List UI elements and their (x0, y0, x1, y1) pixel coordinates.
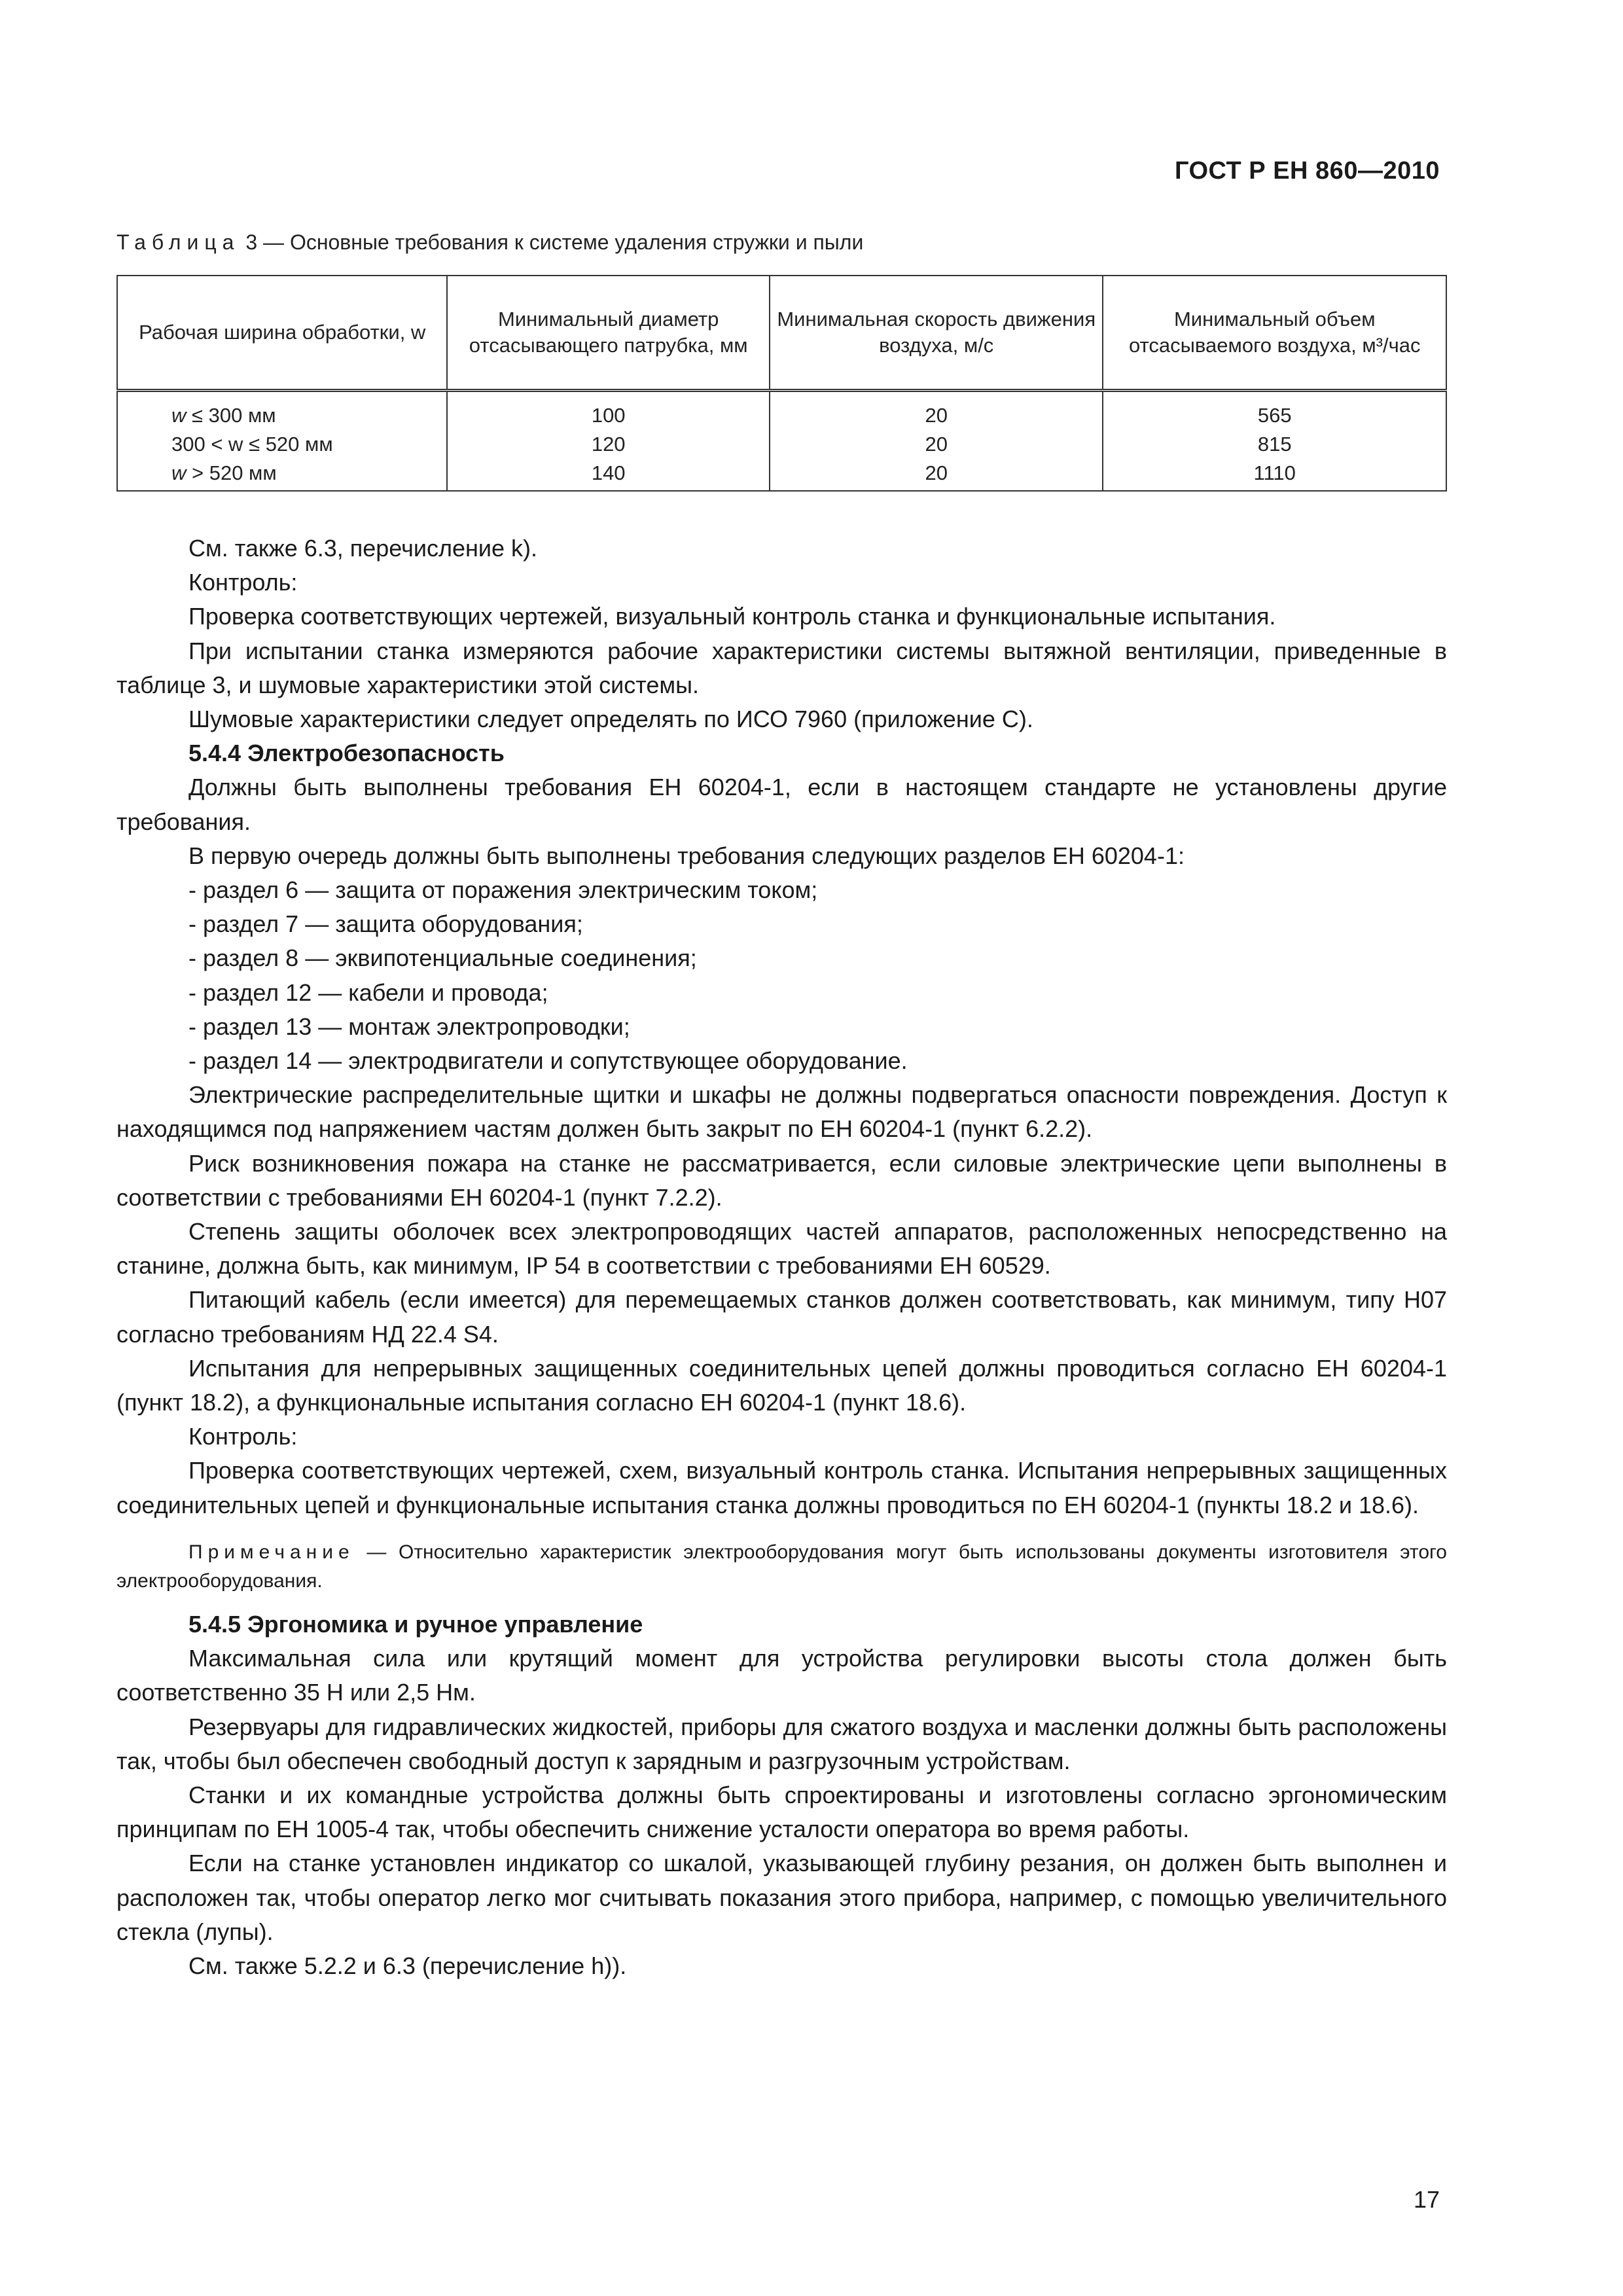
section-heading-5-4-5: 5.4.5 Эргономика и ручное управление (188, 1610, 643, 1638)
paragraph: Должны быть выполнены требования ЕН 60204-1, если в настоящем стандарте не установлены другие требования. (116, 774, 1447, 835)
list-item: - раздел 12 — кабели и провода; (188, 978, 548, 1006)
paragraph: Станки и их командные устройства должны быть спроектированы и изготовлены согласно эргономическим принципам по ЕН 1005-4 так, чтобы обеспечить снижение усталости оператора во время работы. (116, 1781, 1447, 1843)
table-caption-text: 3 — Основные требования к системе удаления стружки и пыли (240, 230, 864, 254)
table-row (117, 459, 1446, 491)
table-row (117, 391, 1446, 431)
note-text: — Относительно характеристик электрооборудования могут быть использованы документы изготовителя этого электрооборудования. (116, 1541, 1447, 1592)
cell-width: w > 520 мм (117, 459, 447, 491)
cell-volume: 815 (1103, 430, 1446, 459)
paragraph: Если на станке установлен индикатор со шкалой, указывающей глубину резания, он должен быть выполнен и расположен так, чтобы оператор легко мог считывать показания этого прибора, например, с помощью увеличительного стекла (лупы). (116, 1850, 1447, 1945)
document-code: ГОСТ Р ЕН 860—2010 (1174, 157, 1440, 185)
paragraph: Степень защиты оболочек всех электропроводящих частей аппаратов, расположенных непосредственно на станине, должна быть, как минимум, IP 54 в соответствии с требованиями ЕН 60529. (116, 1218, 1447, 1280)
table-caption (116, 230, 863, 255)
paragraph: Контроль: (188, 1423, 298, 1450)
paragraph: Максимальная сила или крутящий момент для устройства регулировки высоты стола должен быть соответственно 35 Н или 2,5 Нм. (116, 1645, 1447, 1706)
paragraph: Проверка соответствующих чертежей, схем, визуальный контроль станка. Испытания непрерывных защищенных соединительных цепей и функциональные испытания станка должны проводиться по ЕН 60204-1 (пункты 18.2 и 18.6). (116, 1457, 1447, 1518)
requirements-table (116, 275, 1447, 492)
paragraph: Питающий кабель (если имеется) для перемещаемых станков должен соответствовать, как минимум, типу Н07 согласно требованиям НД 22.4 S4. (116, 1286, 1447, 1348)
paragraph: Риск возникновения пожара на станке не рассматривается, если силовые электрические цепи выполнены в соответствии с требованиями ЕН 60204-1 (пункт 7.2.2). (116, 1149, 1447, 1211)
cell-speed: 20 (770, 430, 1103, 459)
cell-speed: 20 (770, 391, 1103, 431)
cell-volume: 1110 (1103, 459, 1446, 491)
table-row (117, 430, 1446, 459)
paragraph: Контроль: (188, 569, 298, 596)
paragraph: В первую очередь должны быть выполнены требования следующих разделов ЕН 60204-1: (188, 842, 1185, 869)
page-number: 17 (1413, 2186, 1440, 2213)
cell-width: w ≤ 300 мм (117, 391, 447, 431)
note-label: Примечание (188, 1541, 355, 1563)
paragraph: Шумовые характеристики следует определять по ИСО 7960 (приложение С). (188, 706, 1033, 733)
document-body (116, 531, 1447, 1983)
header-diameter: Минимальный диаметр отсасывающего патрубка, мм (447, 276, 770, 391)
header-volume: Минимальный объем отсасываемого воздуха, м³/час (1103, 276, 1446, 391)
paragraph: См. также 5.2.2 и 6.3 (перечисление h)). (188, 1952, 627, 1979)
list-item: - раздел 14 — электродвигатели и сопутствующее оборудование. (188, 1047, 908, 1075)
cell-speed: 20 (770, 459, 1103, 491)
cell-diameter: 140 (447, 459, 770, 491)
section-heading-5-4-4: 5.4.4 Электробезопасность (188, 740, 505, 767)
paragraph: Электрические распределительные щитки и шкафы не должны подвергаться опасности повреждения. Доступ к находящимся под напряжением частям должен быть закрыт по ЕН 60204-1 (пункт 6.2.2). (116, 1081, 1447, 1143)
header-speed: Минимальная скорость движения воздуха, м/с (770, 276, 1103, 391)
list-item: - раздел 7 — защита оборудования; (188, 910, 583, 938)
table-caption-label: Таблица (116, 230, 240, 254)
header-width: Рабочая ширина обработки, w (117, 276, 447, 391)
paragraph: Резервуары для гидравлических жидкостей, приборы для сжатого воздуха и масленки должны быть расположены так, чтобы был обеспечен свободный доступ к зарядным и разгрузочным устройствам. (116, 1713, 1447, 1774)
list-item: - раздел 13 — монтаж электропроводки; (188, 1013, 630, 1040)
cell-width: 300 < w ≤ 520 мм (117, 430, 447, 459)
cell-volume: 565 (1103, 391, 1446, 431)
paragraph: См. также 6.3, перечисление k). (188, 535, 538, 562)
cell-diameter: 100 (447, 391, 770, 431)
paragraph: При испытании станка измеряются рабочие характеристики системы вытяжной вентиляции, приведенные в таблице 3, и шумовые характеристики этой системы. (116, 637, 1447, 698)
paragraph: Проверка соответствующих чертежей, визуальный контроль станка и функциональные испытания. (188, 603, 1276, 630)
cell-diameter: 120 (447, 430, 770, 459)
list-item: - раздел 8 — эквипотенциальные соединения; (188, 944, 697, 972)
paragraph: Испытания для непрерывных защищенных соединительных цепей должны проводиться согласно ЕН 60204-1 (пункт 18.2), а функциональные испытания согласно ЕН 60204-1 (пункт 18.6). (116, 1354, 1447, 1416)
note (116, 1538, 1447, 1596)
list-item: - раздел 6 — защита от поражения электрическим током; (188, 876, 818, 904)
table-header-row (117, 276, 1446, 391)
